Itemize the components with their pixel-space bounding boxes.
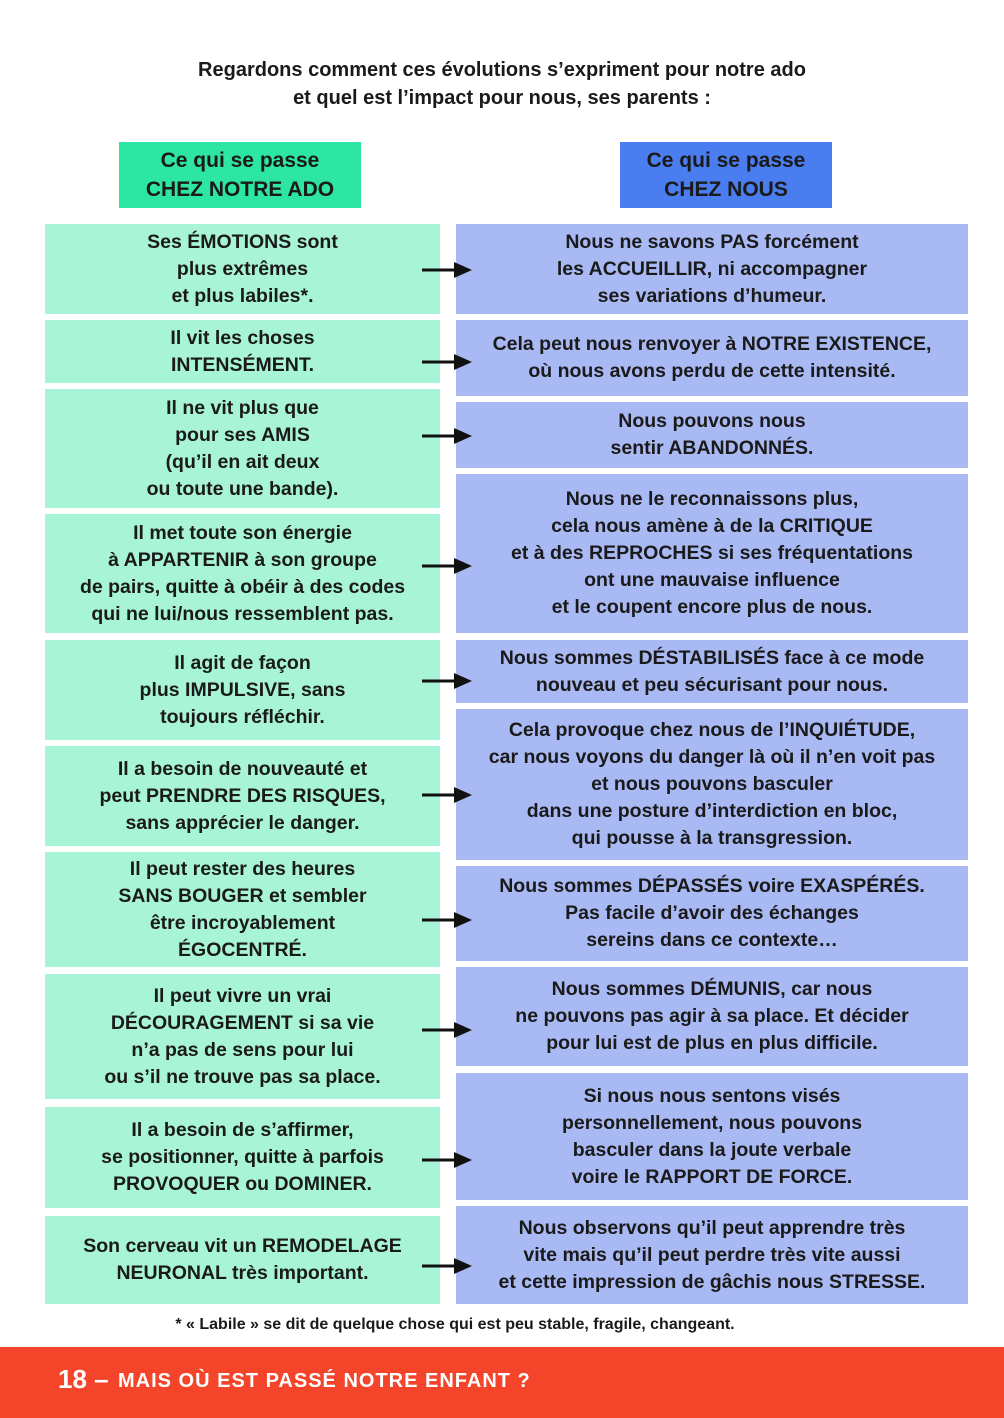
parents-cell-line: nouveau et peu sécurisant pour nous. bbox=[535, 673, 889, 696]
parents-cell-line: cela nous amène à de la CRITIQUE bbox=[551, 515, 873, 537]
right-arrow-icon bbox=[422, 673, 472, 689]
header-left-line-1: Ce qui se passe bbox=[160, 149, 320, 172]
footnote: * « Labile » se dit de quelque chose qui est peu stable, fragile, changeant. bbox=[175, 1316, 735, 1333]
parents-cell-line: dans une posture d’interdiction en bloc, bbox=[526, 800, 898, 822]
parents-cell bbox=[456, 474, 968, 633]
ado-cell-line: SANS BOUGER et sembler bbox=[118, 884, 367, 907]
ado-cell-line: Il vit les choses bbox=[170, 326, 315, 349]
parents-cell bbox=[456, 402, 968, 468]
parents-cell-line: et le coupent encore plus de nous. bbox=[551, 596, 873, 618]
right-arrow-icon bbox=[422, 262, 472, 278]
page-number-separator: – bbox=[94, 1364, 109, 1394]
parents-cell-line: ses variations d’humeur. bbox=[597, 284, 827, 307]
parents-cell-line: Nous sommes DÉMUNIS, car nous bbox=[551, 978, 873, 1000]
header-chez-nous bbox=[620, 142, 832, 208]
ado-cell-line: Il met toute son énergie bbox=[133, 521, 352, 544]
parents-cell-line: qui pousse à la transgression. bbox=[571, 827, 853, 849]
parents-cell-line: et nous pouvons basculer bbox=[591, 773, 833, 795]
right-arrow-icon bbox=[422, 354, 472, 370]
ado-cell-line: Il a besoin de nouveauté et bbox=[117, 757, 368, 780]
book-title: MAIS OÙ EST PASSÉ NOTRE ENFANT ? bbox=[118, 1370, 531, 1392]
ado-cell-line: qui ne lui/nous ressemblent pas. bbox=[91, 602, 394, 625]
ado-cell bbox=[45, 852, 440, 967]
ado-cell-line: peut PRENDRE DES RISQUES, bbox=[99, 784, 386, 807]
ado-cell-line: à APPARTENIR à son groupe bbox=[108, 548, 377, 571]
right-arrow-icon bbox=[422, 1022, 472, 1038]
ado-cell bbox=[45, 1216, 440, 1304]
right-arrow-icon bbox=[422, 428, 472, 444]
ado-cell-line: INTENSÉMENT. bbox=[170, 353, 314, 376]
parents-cell-line: sentir ABANDONNÉS. bbox=[610, 437, 814, 459]
right-arrow-icon bbox=[422, 558, 472, 574]
ado-cell-line: PROVOQUER ou DOMINER. bbox=[113, 1173, 372, 1195]
header-chez-notre-ado bbox=[119, 142, 361, 208]
ado-cell-line: se positionner, quitte à parfois bbox=[101, 1146, 384, 1168]
ado-cell-line: Il ne vit plus que bbox=[166, 396, 319, 419]
ado-cell-line: Ses ÉMOTIONS sont bbox=[147, 230, 338, 253]
ado-cell-line: ou s’il ne trouve pas sa place. bbox=[104, 1065, 381, 1088]
ado-cell bbox=[45, 389, 440, 508]
parents-cell-line: Cela peut nous renvoyer à NOTRE EXISTENCE, bbox=[492, 333, 932, 355]
parents-cell bbox=[456, 1206, 968, 1304]
ado-cell-line: pour ses AMIS bbox=[175, 423, 310, 446]
parents-cell-line: Nous ne savons PAS forcément bbox=[565, 230, 859, 253]
header-left-line-2: CHEZ NOTRE ADO bbox=[145, 178, 335, 201]
ado-cell bbox=[45, 974, 440, 1099]
parents-cell bbox=[456, 640, 968, 703]
ado-cell bbox=[45, 224, 440, 314]
parents-cell bbox=[456, 967, 968, 1066]
parents-cell-line: Nous sommes DÉPASSÉS voire EXASPÉRÉS. bbox=[499, 875, 925, 897]
right-arrow-icon bbox=[422, 787, 472, 803]
intro-line-1: Regardons comment ces évolutions s’expriment pour notre ado bbox=[198, 59, 806, 81]
parents-cell-line: pour lui est de plus en plus difficile. bbox=[546, 1032, 878, 1054]
ado-cell-line: NEURONAL très important. bbox=[116, 1262, 369, 1284]
parents-cell bbox=[456, 709, 968, 860]
ado-cell-line: Il agit de façon bbox=[174, 651, 311, 674]
right-arrow-icon bbox=[422, 1152, 472, 1168]
ado-cell bbox=[45, 746, 440, 846]
parents-cell-line: ne pouvons pas agir à sa place. Et décider bbox=[515, 1005, 909, 1027]
intro-text bbox=[0, 56, 1004, 112]
intro-line-2: et quel est l’impact pour nous, ses parents : bbox=[293, 87, 711, 109]
ado-cell-line: de pairs, quitte à obéir à des codes bbox=[79, 575, 406, 598]
ado-cell-line: (qu’il en ait deux bbox=[165, 450, 320, 473]
right-arrow-icon bbox=[422, 912, 472, 928]
parents-cell bbox=[456, 224, 968, 314]
parents-cell-line: car nous voyons du danger là où il n’en voit pas bbox=[488, 746, 936, 768]
ado-cell-line: ÉGOCENTRÉ. bbox=[178, 938, 307, 961]
ado-cell-line: ou toute une bande). bbox=[146, 477, 339, 500]
parents-cell-line: Nous observons qu’il peut apprendre très bbox=[518, 1216, 906, 1239]
ado-cell-line: Il a besoin de s’affirmer, bbox=[131, 1119, 354, 1141]
parents-cell-line: ont une mauvaise influence bbox=[584, 569, 840, 591]
ado-cell bbox=[45, 1107, 440, 1208]
parents-cell-line: vite mais qu’il peut perdre très vite aussi bbox=[523, 1243, 901, 1266]
parents-cell-line: Nous ne le reconnaissons plus, bbox=[565, 488, 859, 510]
ado-cell-line: Il peut rester des heures bbox=[129, 857, 356, 880]
parents-cell-line: les ACCUEILLIR, ni accompagner bbox=[556, 257, 868, 280]
ado-cell bbox=[45, 640, 440, 740]
ado-cell bbox=[45, 320, 440, 383]
parents-cell-line: basculer dans la joute verbale bbox=[572, 1138, 852, 1161]
ado-cell-line: plus extrêmes bbox=[176, 257, 309, 280]
parents-cell-line: Nous sommes DÉSTABILISÉS face à ce mode bbox=[499, 646, 925, 669]
header-right-line-1: Ce qui se passe bbox=[646, 149, 806, 172]
ado-cell-line: sans apprécier le danger. bbox=[125, 811, 360, 834]
parents-cell bbox=[456, 866, 968, 961]
parents-cell-line: où nous avons perdu de cette intensité. bbox=[528, 360, 896, 382]
ado-cell-line: et plus labiles*. bbox=[171, 284, 314, 307]
parents-cell bbox=[456, 320, 968, 396]
parents-cell bbox=[456, 1073, 968, 1200]
parents-cell-line: personnellement, nous pouvons bbox=[561, 1111, 863, 1134]
page-number bbox=[58, 1362, 109, 1396]
header-right-line-2: CHEZ NOUS bbox=[664, 178, 788, 201]
parents-cell-line: Cela provoque chez nous de l’INQUIÉTUDE, bbox=[508, 719, 916, 741]
ado-cell-line: toujours réfléchir. bbox=[160, 705, 325, 728]
ado-cell-line: DÉCOURAGEMENT si sa vie bbox=[110, 1011, 375, 1034]
parents-cell-line: voire le RAPPORT DE FORCE. bbox=[571, 1165, 853, 1188]
parents-cell-line: Si nous nous sentons visés bbox=[583, 1084, 841, 1107]
parents-cell-line: et à des REPROCHES si ses fréquentations bbox=[510, 542, 914, 564]
parents-cell-line: Nous pouvons nous bbox=[618, 410, 806, 432]
ado-cell bbox=[45, 514, 440, 633]
parents-cell-line: Pas facile d’avoir des échanges bbox=[565, 902, 859, 924]
parents-cell-line: et cette impression de gâchis nous STRESSE. bbox=[498, 1270, 926, 1293]
parents-cell-line: sereins dans ce contexte… bbox=[586, 929, 838, 951]
ado-cell-line: plus IMPULSIVE, sans bbox=[139, 678, 346, 701]
ado-cell-line: Il peut vivre un vrai bbox=[153, 984, 332, 1007]
ado-cell-line: n’a pas de sens pour lui bbox=[131, 1038, 354, 1061]
right-arrow-icon bbox=[422, 1258, 472, 1274]
ado-cell-line: Son cerveau vit un REMODELAGE bbox=[83, 1235, 402, 1257]
page-number-value: 18 bbox=[58, 1364, 87, 1394]
ado-cell-line: être incroyablement bbox=[149, 911, 336, 934]
